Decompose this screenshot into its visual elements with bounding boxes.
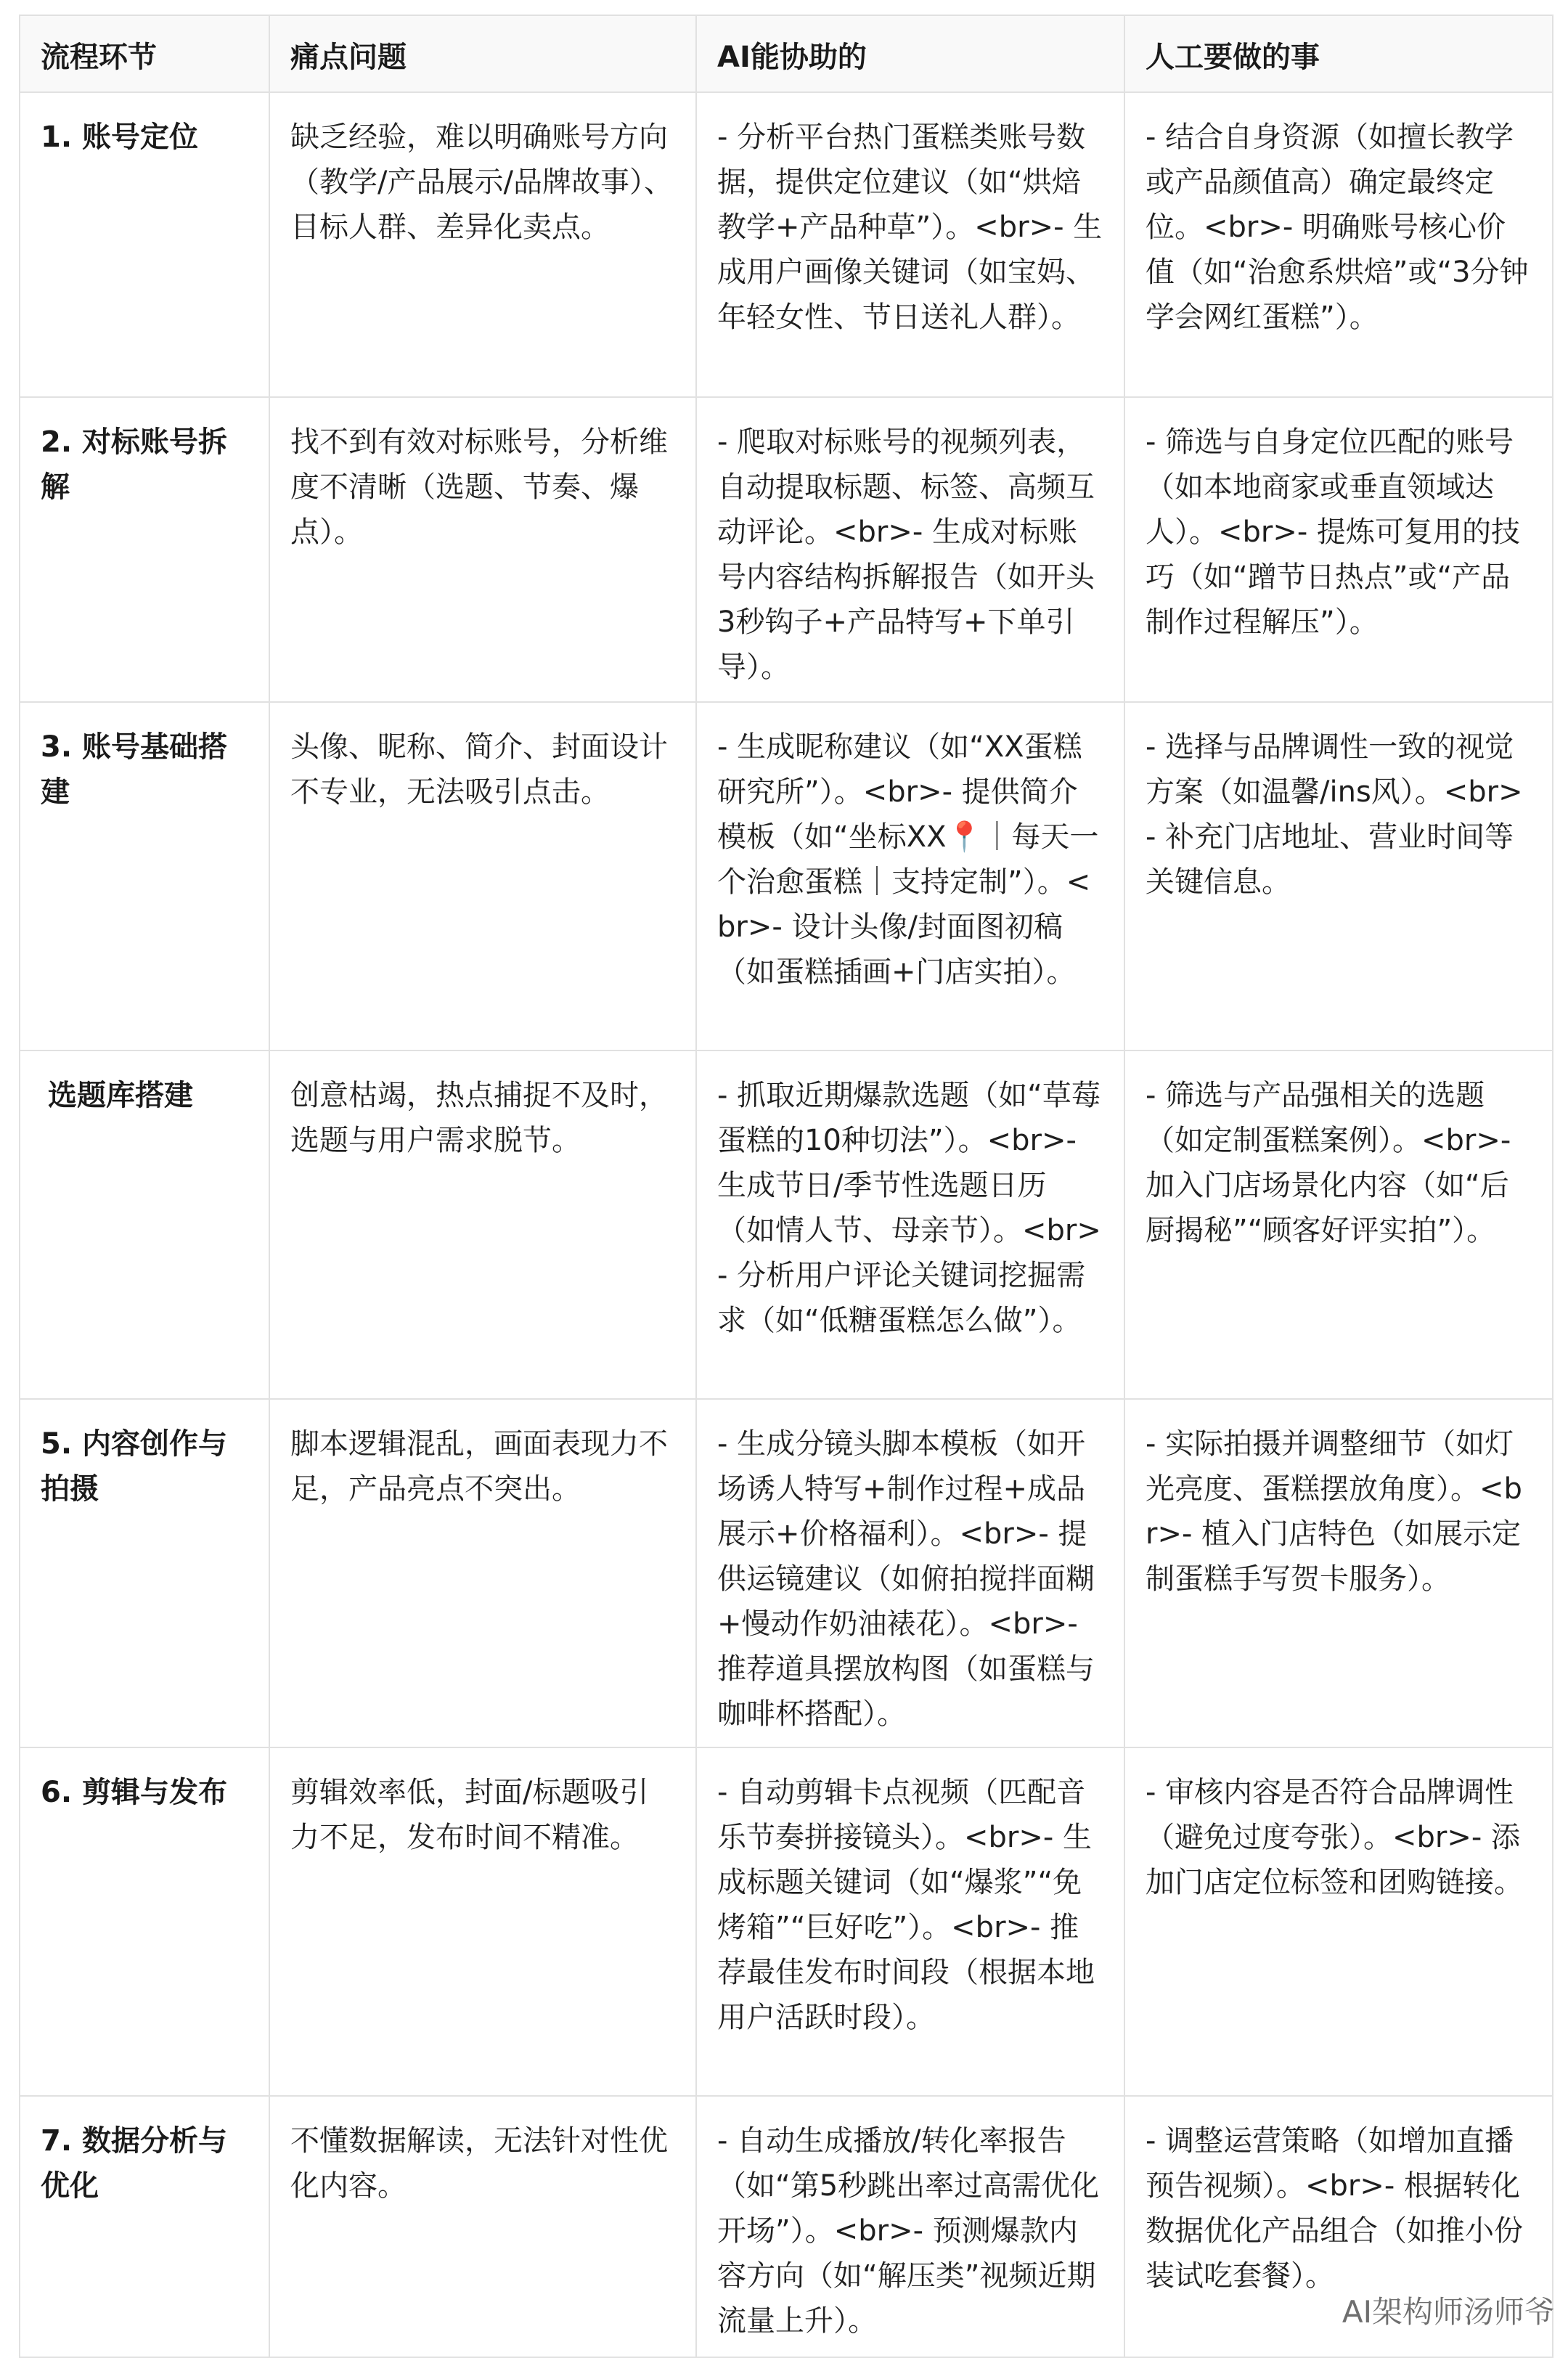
header-ai-assist: AI能协助的 (696, 15, 1124, 92)
stage-cell: 选题库搭建 (20, 1051, 269, 1399)
ai-cell: - 自动剪辑卡点视频（匹配音乐节奏拼接镜头）。<br>- 生成标题关键词（如“爆浆”“免烤箱”“巨好吃”）。<br>- 推荐最佳发布时间段（根据本地用户活跃时段）。 (696, 1747, 1124, 2096)
table-row (20, 2096, 1553, 2357)
table-row (20, 702, 1553, 1051)
human-cell: - 调整运营策略（如增加直播预告视频）。<br>- 根据转化数据优化产品组合（如推小份装试吃套餐）。 (1124, 2096, 1553, 2357)
human-cell: - 审核内容是否符合品牌调性（避免过度夸张）。<br>- 添加门店定位标签和团购链接。 (1124, 1747, 1553, 2096)
table-row (20, 1399, 1553, 1747)
ai-cell: - 自动生成播放/转化率报告（如“第5秒跳出率过高需优化开场”）。<br>- 预测爆款内容方向（如“解压类”视频近期流量上升）。 (696, 2096, 1124, 2357)
pain-cell: 不懂数据解读，无法针对性优化内容。 (269, 2096, 696, 2357)
header-pain-points: 痛点问题 (269, 15, 696, 92)
pain-cell: 脚本逻辑混乱，画面表现力不足，产品亮点不突出。 (269, 1399, 696, 1747)
ai-cell: - 抓取近期爆款选题（如“草莓蛋糕的10种切法”）。<br>- 生成节日/季节性选题日历（如情人节、母亲节）。<br>- 分析用户评论关键词挖掘需求（如“低糖蛋糕怎么做”）。 (696, 1051, 1124, 1399)
stage-cell: 1. 账号定位 (20, 92, 269, 397)
workflow-comparison-table (19, 15, 1553, 2358)
stage-cell: 2. 对标账号拆解 (20, 397, 269, 702)
header-row (20, 15, 1553, 92)
table-row (20, 1747, 1553, 2096)
table-row (20, 397, 1553, 702)
human-cell: - 筛选与自身定位匹配的账号（如本地商家或垂直领域达人）。<br>- 提炼可复用的技巧（如“蹭节日热点”或“产品制作过程解压”）。 (1124, 397, 1553, 702)
ai-cell: - 生成昵称建议（如“XX蛋糕研究所”）。<br>- 提供简介模板（如“坐标XX📍｜每天一个治愈蛋糕｜支持定制”）。<br>- 设计头像/封面图初稿（如蛋糕插画+门店实拍）。 (696, 702, 1124, 1051)
ai-cell: - 分析平台热门蛋糕类账号数据，提供定位建议（如“烘焙教学+产品种草”）。<br>- 生成用户画像关键词（如宝妈、年轻女性、节日送礼人群）。 (696, 92, 1124, 397)
stage-cell: 3. 账号基础搭建 (20, 702, 269, 1051)
stage-cell: 6. 剪辑与发布 (20, 1747, 269, 2096)
human-cell: - 选择与品牌调性一致的视觉方案（如温馨/ins风）。<br>- 补充门店地址、营业时间等关键信息。 (1124, 702, 1553, 1051)
ai-cell: - 爬取对标账号的视频列表，自动提取标题、标签、高频互动评论。<br>- 生成对标账号内容结构拆解报告（如开头3秒钩子+产品特写+下单引导）。 (696, 397, 1124, 702)
human-cell: - 实际拍摄并调整细节（如灯光亮度、蛋糕摆放角度）。<br>- 植入门店特色（如展示定制蛋糕手写贺卡服务）。 (1124, 1399, 1553, 1747)
header-stage: 流程环节 (20, 15, 269, 92)
pain-cell: 创意枯竭，热点捕捉不及时，选题与用户需求脱节。 (269, 1051, 696, 1399)
comparison-table-container (19, 15, 1552, 2358)
author-watermark: AI架构师汤师爷 (1342, 2294, 1555, 2330)
pain-cell: 缺乏经验，难以明确账号方向（教学/产品展示/品牌故事）、目标人群、差异化卖点。 (269, 92, 696, 397)
table-row (20, 1051, 1553, 1399)
pain-cell: 找不到有效对标账号，分析维度不清晰（选题、节奏、爆点）。 (269, 397, 696, 702)
pain-cell: 剪辑效率低，封面/标题吸引力不足，发布时间不精准。 (269, 1747, 696, 2096)
table-row (20, 92, 1553, 397)
pain-cell: 头像、昵称、简介、封面设计不专业，无法吸引点击。 (269, 702, 696, 1051)
table-header (20, 15, 1553, 92)
header-human-tasks: 人工要做的事 (1124, 15, 1553, 92)
human-cell: - 结合自身资源（如擅长教学或产品颜值高）确定最终定位。<br>- 明确账号核心价值（如“治愈系烘焙”或“3分钟学会网红蛋糕”）。 (1124, 92, 1553, 397)
human-cell: - 筛选与产品强相关的选题（如定制蛋糕案例）。<br>- 加入门店场景化内容（如“后厨揭秘”“顾客好评实拍”）。 (1124, 1051, 1553, 1399)
stage-cell: 5. 内容创作与拍摄 (20, 1399, 269, 1747)
table-body (20, 92, 1553, 2357)
ai-cell: - 生成分镜头脚本模板（如开场诱人特写+制作过程+成品展示+价格福利）。<br>- 提供运镜建议（如俯拍搅拌面糊+慢动作奶油裱花）。<br>- 推荐道具摆放构图（如蛋糕与咖啡杯搭配）。 (696, 1399, 1124, 1747)
stage-cell: 7. 数据分析与优化 (20, 2096, 269, 2357)
